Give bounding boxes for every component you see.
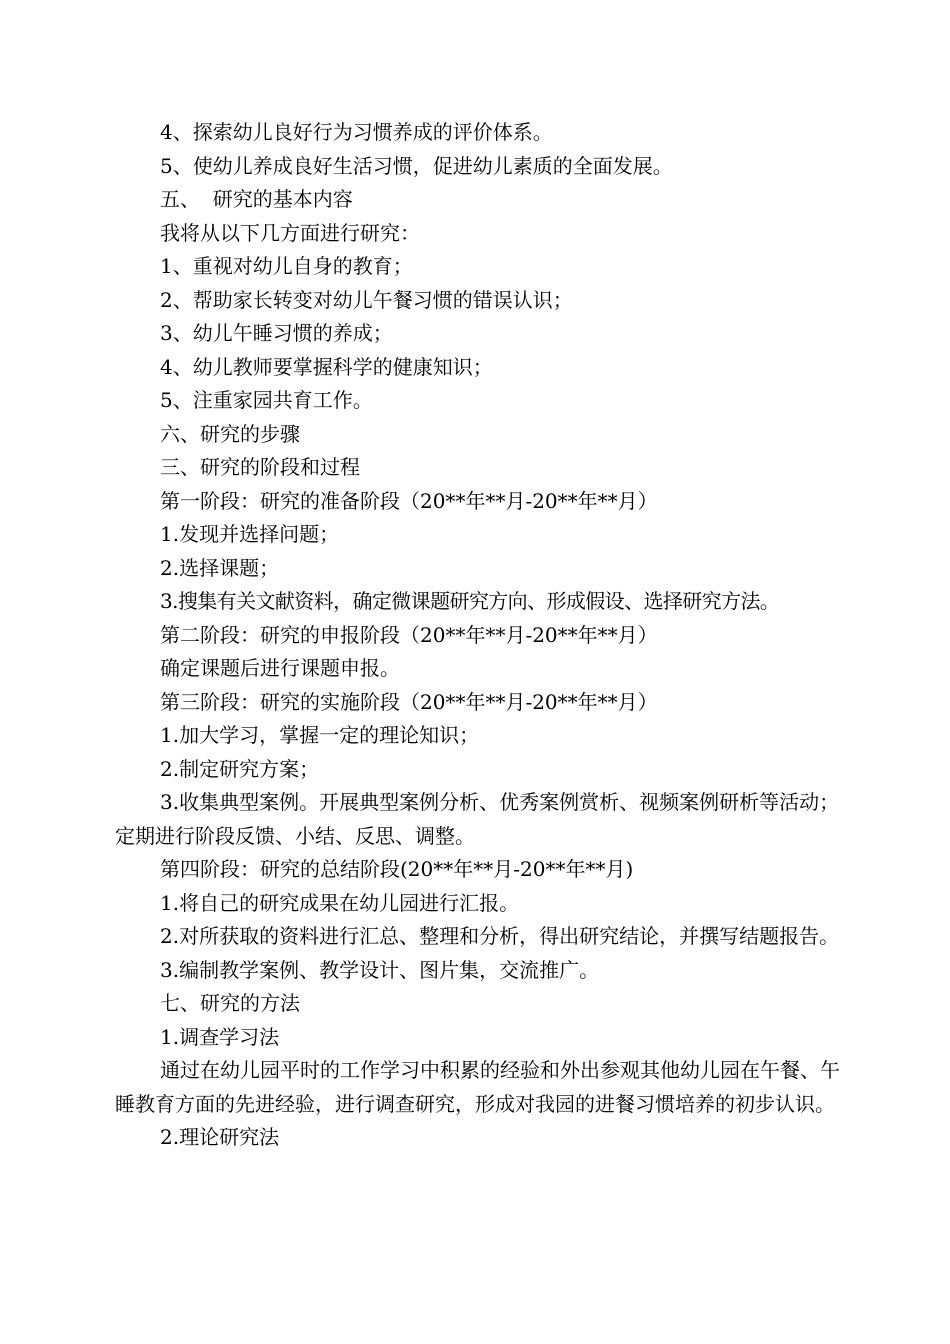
stage-heading: 第二阶段：研究的申报阶段（20**年**月-20**年**月） (160, 622, 658, 647)
list-item: 3、幼儿午睡习惯的养成； (160, 321, 393, 345)
list-item: 4、幼儿教师要掌握科学的健康知识； (160, 354, 493, 379)
list-item: 2.对所获取的资料进行汇总、整理和分析，得出研究结论，并撰写结题报告。 (160, 924, 840, 948)
list-item: 2.制定研究方案； (160, 756, 320, 781)
list-item: 3.搜集有关文献资料，确定微课题研究方向、形成假设、选择研究方法。 (160, 589, 780, 613)
section-heading: 三、研究的阶段和过程 (160, 455, 360, 479)
list-item: 2、帮助家长转变对幼儿午餐习惯的错误认识； (160, 287, 573, 312)
paragraph: 通过在幼儿园平时的工作学习中积累的经验和外出参观其他幼儿园在午餐、午睡教育方面的先进经验，进行调查研究，形成对我园的进餐习惯培养的初步认识。 (115, 1058, 840, 1116)
paragraph: 我将从以下几方面进行研究： (160, 220, 420, 245)
list-item: 3.收集典型案例。开展典型案例分析、优秀案例赏析、视频案例研析等活动；定期进行阶段反馈、小结、反思、调整。 (115, 790, 840, 848)
paragraph: 5、使幼儿养成良好生活习惯，促进幼儿素质的全面发展。 (160, 153, 673, 178)
paragraph: 确定课题后进行课题申报。 (160, 656, 400, 680)
list-item: 1、重视对幼儿自身的教育； (160, 254, 413, 278)
stage-heading: 第一阶段：研究的准备阶段（20**年**月-20**年**月） (160, 488, 658, 513)
stage-heading: 第三阶段：研究的实施阶段（20**年**月-20**年**月） (160, 689, 658, 714)
stage-heading: 第四阶段：研究的总结阶段(20**年**月-20**年**月) (160, 857, 634, 881)
list-item: 5、注重家园共育工作。 (160, 388, 373, 412)
section-heading: 五、 研究的基本内容 (160, 187, 353, 211)
paragraph: 4、探索幼儿良好行为习惯养成的评价体系。 (160, 120, 553, 144)
document-body (115, 116, 845, 1155)
section-heading: 七、研究的方法 (160, 991, 300, 1015)
subsection-heading: 2.理论研究法 (160, 1125, 280, 1149)
list-item: 1.加大学习，掌握一定的理论知识； (160, 723, 480, 747)
section-heading: 六、研究的步骤 (160, 421, 300, 446)
subsection-heading: 1.调查学习法 (160, 1024, 280, 1049)
list-item: 2.选择课题； (160, 555, 280, 580)
list-item: 1.发现并选择问题； (160, 522, 340, 546)
list-item: 3.编制教学案例、教学设计、图片集，交流推广。 (160, 957, 600, 982)
list-item: 1.将自己的研究成果在幼儿园进行汇报。 (160, 890, 520, 915)
